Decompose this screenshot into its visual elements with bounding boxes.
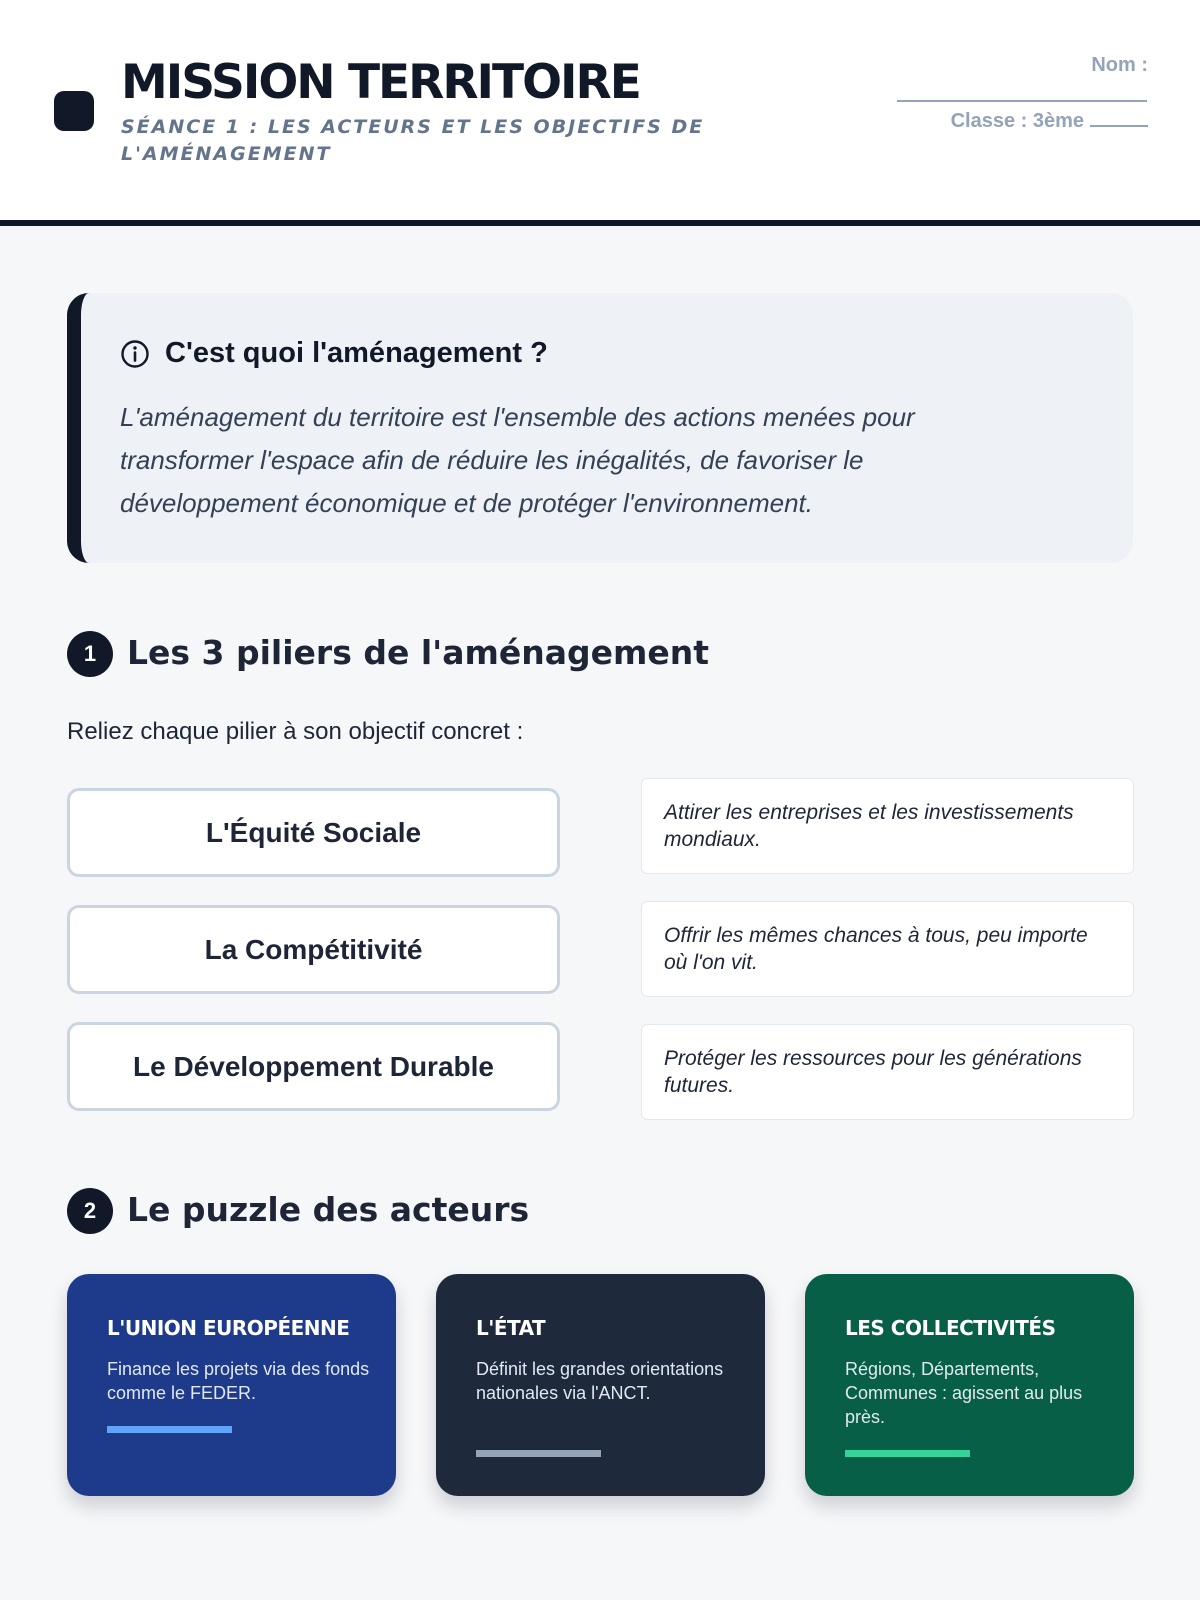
actor-card-text: Définit les grandes orientations nationales via l'ANCT. <box>476 1359 724 1403</box>
pillar-card[interactable]: La Compétitivité <box>67 905 560 994</box>
actor-card-etat <box>436 1274 765 1496</box>
section-title: Le puzzle des acteurs <box>127 1190 530 1229</box>
accent-bar <box>107 1426 232 1433</box>
objective-card[interactable]: Attirer les entreprises et les investissements mondiaux. <box>641 778 1134 874</box>
actor-card-title: L'ÉTAT <box>476 1316 546 1340</box>
definition-title: C'est quoi l'aménagement ? <box>165 337 548 369</box>
actor-card-ue <box>67 1274 396 1496</box>
objective-card[interactable]: Protéger les ressources pour les générations futures. <box>641 1024 1134 1120</box>
section-title: Les 3 piliers de l'aménagement <box>127 633 710 672</box>
actor-card-collectivites <box>805 1274 1134 1496</box>
classe-blank[interactable] <box>1090 107 1148 127</box>
actor-card-text: Finance les projets via des fonds comme le FEDER. <box>107 1359 370 1403</box>
objective-card[interactable]: Offrir les mêmes chances à tous, peu importe où l'on vit. <box>641 901 1134 997</box>
actor-card-text: Régions, Départements, Communes : agissent au plus près. <box>845 1359 1083 1427</box>
page-title: MISSION TERRITOIRE <box>121 55 640 110</box>
definition-box <box>67 293 1133 563</box>
section-number-badge: 2 <box>67 1188 113 1234</box>
logo-square <box>54 91 94 131</box>
definition-text: L'aménagement du territoire est l'ensemble des actions menées pour transformer l'espace afin de réduire les inégalités, de favoriser le développement économique et de protéger l'environnement. <box>120 402 915 518</box>
pillar-card[interactable]: Le Développement Durable <box>67 1022 560 1111</box>
actor-card-title: L'UNION EUROPÉENNE <box>107 1316 350 1340</box>
section-number-badge: 1 <box>67 631 113 677</box>
nom-label: Nom : <box>1091 54 1148 76</box>
info-icon <box>120 339 150 369</box>
page-subtitle: SÉANCE 1 : LES ACTEURS ET LES OBJECTIFS DE L'AMÉNAGEMENT <box>121 116 705 165</box>
classe-field[interactable] <box>951 107 1148 133</box>
worksheet-header <box>0 0 1200 226</box>
instruction-text: Reliez chaque pilier à son objectif concret : <box>67 718 524 745</box>
actor-card-title: LES COLLECTIVITÉS <box>845 1316 1056 1340</box>
pillar-card[interactable]: L'Équité Sociale <box>67 788 560 877</box>
accent-bar <box>476 1450 601 1457</box>
accent-bar <box>845 1450 970 1457</box>
nom-field[interactable] <box>897 100 1147 102</box>
classe-label: Classe : 3ème <box>950 110 1084 132</box>
